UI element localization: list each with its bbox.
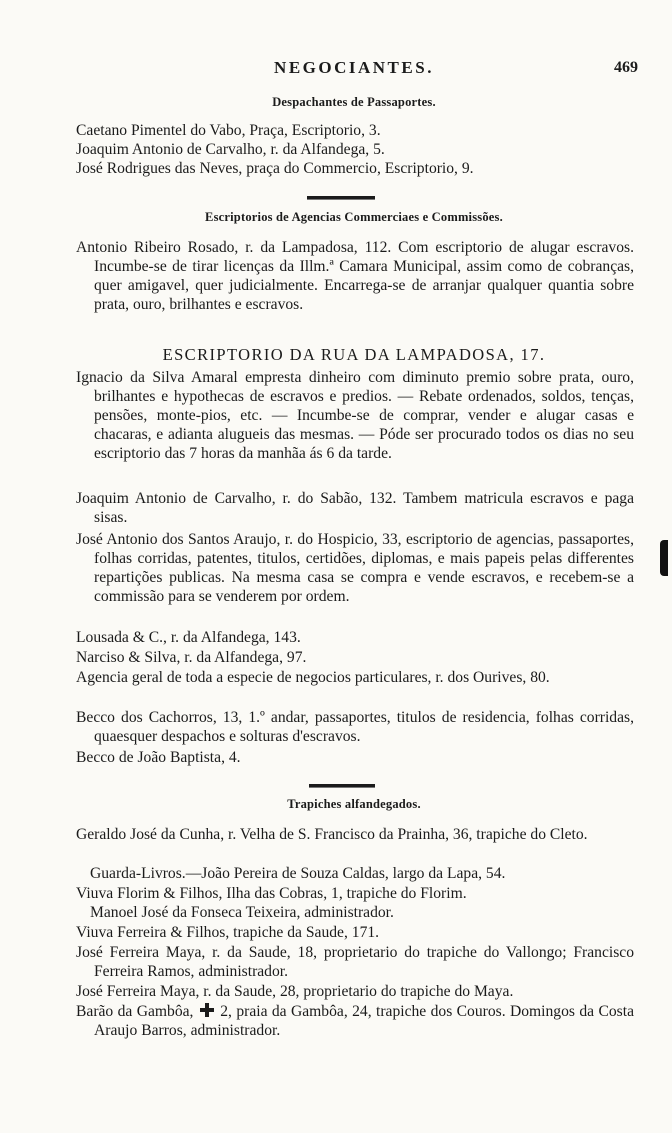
office-heading: ESCRIPTORIO DA RUA DA LAMPADOSA, 17. — [162, 345, 546, 364]
list-item: Viuva Florim & Filhos, Ilha das Cobras, 1, trapiche do Florim. — [76, 885, 467, 902]
list-item: Geraldo José da Cunha, r. Velha de S. Francisco da Prainha, 36, trapiche do Cleto. — [76, 826, 588, 843]
list-sub-item: Manoel José da Fonseca Teixeira, administrador. — [90, 904, 394, 921]
list-item: José Antonio dos Santos Araujo, r. do Hospicio, 33, escriptorio de agencias, passaportes, folhas corridas, patentes, titulos, certidões, diplomas, e mais papeis pelas differentes repartições publicas. Na mesma casa se compra e vende escravos, e recebem-se a commissão para se venderem por ordem. — [76, 531, 634, 605]
list-item — [76, 1002, 634, 1040]
list-item: Agencia geral de toda a especie de negocios particulares, r. dos Ourives, 80. — [76, 669, 550, 686]
list-sub-item: Guarda-Livros.—João Pereira de Souza Caldas, largo da Lapa, 54. — [90, 865, 506, 882]
running-head — [74, 58, 638, 86]
entry-text: Barão da Gambôa, — [76, 1003, 194, 1020]
list-item: Joaquim Antonio de Carvalho, r. do Sabão, 132. Tambem matricula escravos e paga sisas. — [76, 490, 634, 526]
list-item: Lousada & C., r. da Alfandega, 143. — [76, 629, 301, 646]
section-heading-agencias: Escriptorios de Agencias Commerciaes e Commissões. — [205, 210, 503, 224]
list-item: José Ferreira Maya, r. da Saude, 18, proprietario do trapiche do Vallongo; Francisco Ferreira Ramos, administrador. — [76, 944, 634, 980]
list-item: Ignacio da Silva Amaral empresta dinheiro com diminuto premio sobre prata, ouro, brilhantes e hypothecas de escravos e predios. — Rebate ordenados, soldos, tenças, pensões, monte-pios, etc. — Incumbe-se de comprar, vender e alugar casas e chacaras, e adianta alugueis das mesmas. — Póde ser procurado todos os dias no seu escriptorio das 7 horas da manhãa ás 6 da tarde. — [76, 369, 634, 462]
entry-text: 2, praia da Gambôa, 24, trapiche dos Couros. Domingos da Costa Araujo Barros, administrador. — [94, 1003, 634, 1039]
list-item: Viuva Ferreira & Filhos, trapiche da Saude, 171. — [76, 924, 380, 941]
list-item: Narciso & Silva, r. da Alfandega, 97. — [76, 649, 307, 666]
list-item: José Rodrigues das Neves, praça do Commercio, Escriptorio, 9. — [76, 160, 474, 177]
list-item: Becco de João Baptista, 4. — [76, 749, 241, 766]
section-divider — [309, 784, 375, 788]
running-title: NEGOCIANTES. — [274, 58, 434, 77]
page-number: 469 — [614, 59, 638, 76]
section-heading-despachantes: Despachantes de Passaportes. — [272, 95, 436, 109]
list-item: Becco dos Cachorros, 13, 1.º andar, passaportes, titulos de residencia, folhas corridas, quaesquer despachos e solturas d'escravos. — [76, 709, 634, 745]
list-item: Joaquim Antonio de Carvalho, r. da Alfandega, 5. — [76, 141, 385, 158]
page-edge-mark — [660, 540, 668, 576]
section-heading-trapiches: Trapiches alfandegados. — [287, 797, 421, 811]
maltese-cross-icon — [200, 1003, 214, 1017]
list-item: Antonio Ribeiro Rosado, r. da Lampadosa, 112. Com escriptorio de alugar escravos. Incumbe-se de tirar licenças da Illm.ª Camara Municipal, assim como de cobranças, quer amigavel, quer judicialmente. Encarrega-se de arranjar qualquer quantia sobre prata, ouro, brilhantes e escravos. — [76, 239, 634, 313]
list-item: José Ferreira Maya, r. da Saude, 28, proprietario do trapiche do Maya. — [76, 983, 514, 1000]
section-divider — [307, 196, 375, 200]
list-item: Caetano Pimentel do Vabo, Praça, Escriptorio, 3. — [76, 122, 381, 139]
